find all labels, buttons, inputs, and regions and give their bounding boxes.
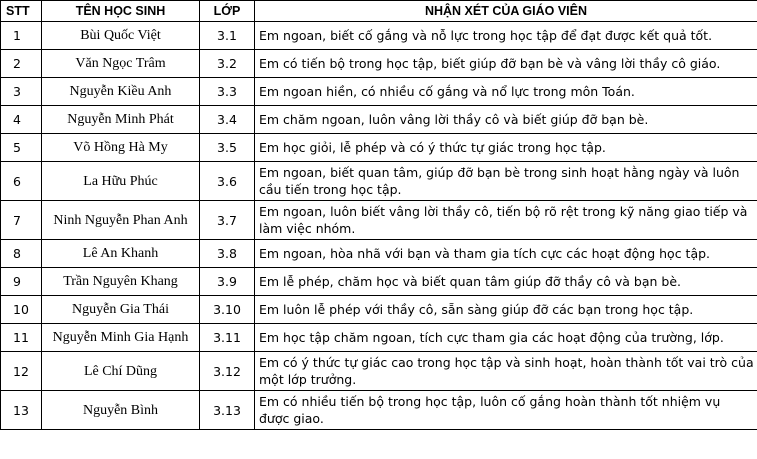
table-row [1,268,757,296]
cell-class: 3.11 [200,324,255,352]
cell-student-name: Võ Hồng Hà My [42,134,200,162]
cell-student-name: Nguyễn Minh Phát [42,106,200,134]
table-row [1,240,757,268]
cell-comment: Em chăm ngoan, luôn vâng lời thầy cô và biết giúp đỡ bạn bè. [255,106,757,134]
table-row [1,50,757,78]
cell-student-name: Lê Chí Dũng [42,352,200,391]
table-row [1,296,757,324]
cell-student-name: Văn Ngọc Trâm [42,50,200,78]
cell-comment: Em ngoan, biết quan tâm, giúp đỡ bạn bè trong sinh hoạt hằng ngày và luôn cầu tiến trong học tập. [255,162,757,201]
cell-stt: 7 [1,201,42,240]
cell-comment: Em lễ phép, chăm học và biết quan tâm giúp đỡ thầy cô và bạn bè. [255,268,757,296]
cell-student-name: Bùi Quốc Việt [42,22,200,50]
cell-class: 3.9 [200,268,255,296]
cell-student-name: Trần Nguyên Khang [42,268,200,296]
cell-comment: Em có nhiều tiến bộ trong học tập, luôn cố gắng hoàn thành tốt nhiệm vụ được giao. [255,391,757,430]
cell-class: 3.1 [200,22,255,50]
table-row [1,134,757,162]
cell-comment: Em có tiến bộ trong học tập, biết giúp đỡ bạn bè và vâng lời thầy cô giáo. [255,50,757,78]
cell-class: 3.10 [200,296,255,324]
cell-class: 3.3 [200,78,255,106]
cell-student-name: La Hữu Phúc [42,162,200,201]
header-row [1,1,757,22]
table-row [1,162,757,201]
table-row [1,352,757,391]
cell-comment: Em học tập chăm ngoan, tích cực tham gia các hoạt động của trường, lớp. [255,324,757,352]
cell-stt: 4 [1,106,42,134]
cell-stt: 9 [1,268,42,296]
header-student-name: TÊN HỌC SINH [42,1,200,22]
cell-class: 3.7 [200,201,255,240]
table-row [1,78,757,106]
cell-stt: 12 [1,352,42,391]
cell-comment: Em ngoan, hòa nhã với bạn và tham gia tích cực các hoạt động học tập. [255,240,757,268]
header-stt: STT [1,1,42,22]
cell-stt: 13 [1,391,42,430]
cell-student-name: Ninh Nguyễn Phan Anh [42,201,200,240]
cell-comment: Em có ý thức tự giác cao trong học tập và sinh hoạt, hoàn thành tốt vai trò của một lớp trưởng. [255,352,757,391]
table-row [1,106,757,134]
cell-stt: 11 [1,324,42,352]
cell-stt: 5 [1,134,42,162]
cell-stt: 3 [1,78,42,106]
cell-class: 3.13 [200,391,255,430]
cell-comment: Em ngoan hiền, có nhiều cố gắng và nổ lực trong môn Toán. [255,78,757,106]
table-row [1,391,757,430]
cell-student-name: Nguyễn Minh Gia Hạnh [42,324,200,352]
table-row [1,324,757,352]
cell-stt: 10 [1,296,42,324]
cell-comment: Em ngoan, biết cố gắng và nỗ lực trong học tập để đạt được kết quả tốt. [255,22,757,50]
cell-stt: 6 [1,162,42,201]
cell-class: 3.4 [200,106,255,134]
cell-stt: 8 [1,240,42,268]
header-class: LỚP [200,1,255,22]
cell-class: 3.12 [200,352,255,391]
cell-stt: 1 [1,22,42,50]
cell-student-name: Nguyễn Kiều Anh [42,78,200,106]
header-teacher-comment: NHẬN XÉT CỦA GIÁO VIÊN [255,1,757,22]
cell-comment: Em học giỏi, lễ phép và có ý thức tự giác trong học tập. [255,134,757,162]
cell-comment: Em ngoan, luôn biết vâng lời thầy cô, tiến bộ rõ rệt trong kỹ năng giao tiếp và làm việc nhóm. [255,201,757,240]
cell-class: 3.8 [200,240,255,268]
cell-student-name: Nguyễn Gia Thái [42,296,200,324]
cell-class: 3.6 [200,162,255,201]
table-row [1,22,757,50]
table-row [1,201,757,240]
cell-class: 3.5 [200,134,255,162]
cell-class: 3.2 [200,50,255,78]
cell-student-name: Lê An Khanh [42,240,200,268]
cell-stt: 2 [1,50,42,78]
cell-comment: Em luôn lễ phép với thầy cô, sẵn sàng giúp đỡ các bạn trong học tập. [255,296,757,324]
cell-student-name: Nguyễn Bình [42,391,200,430]
